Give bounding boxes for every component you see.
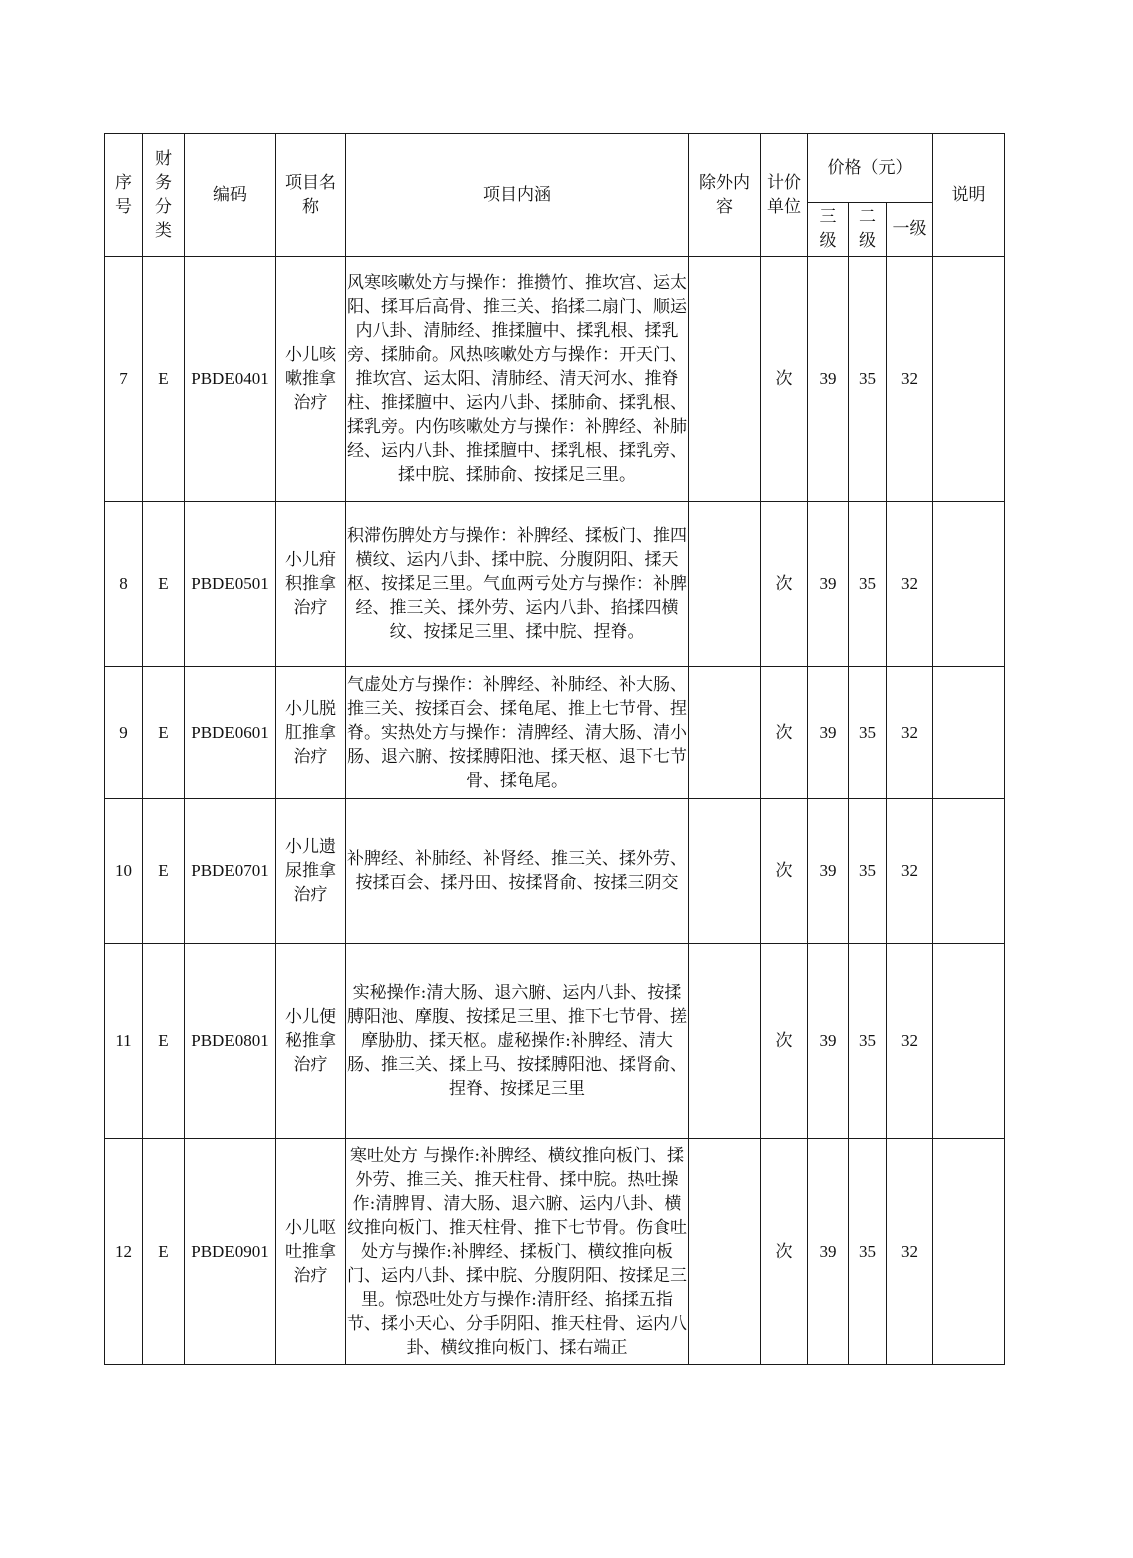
- cell-content: 风寒咳嗽处方与操作：推攒竹、推坎宫、运太阳、揉耳后高骨、推三关、掐揉二扇门、顺运内八卦、清肺经、推揉膻中、揉乳根、揉乳旁、揉肺俞。风热咳嗽处方与操作：开天门、推坎宫、运太阳、清肺经、清天河水、推脊柱、推揉膻中、运内八卦、揉肺俞、揉乳根、揉乳旁。内伤咳嗽处方与操作：补脾经、补肺经、运内八卦、推揉膻中、揉乳根、揉乳旁、揉中脘、揉肺俞、按揉足三里。: [346, 257, 689, 502]
- price-table: [104, 133, 1005, 1365]
- cell-name-text: 小儿咳嗽推拿治疗: [285, 345, 336, 413]
- cell-code: PBDE0801: [185, 944, 276, 1139]
- header-unit-label: 计价单位: [767, 173, 801, 217]
- header-level2-label: 二级: [859, 207, 876, 252]
- header-level3: [808, 202, 849, 256]
- cell-content: 寒吐处方 与操作:补脾经、横纹推向板门、揉外劳、推三关、推天柱骨、揉中脘。热吐操作:清脾胃、清大肠、退六腑、运内八卦、横纹推向板门、推天柱骨、推下七节骨。伤食吐处方与操作:补脾经、揉板门、横纹推向板门、运内八卦、揉中脘、分腹阴阳、按揉足三里。惊恐吐处方与操作:清肝经、掐揉五指节、揉小天心、分手阴阳、推天柱骨、运内八卦、横纹推向板门、揉右端正: [346, 1139, 689, 1365]
- cell-note: [933, 502, 1005, 667]
- header-note: [933, 134, 1005, 257]
- cell-note: [933, 257, 1005, 502]
- cell-content: 补脾经、补肺经、补肾经、推三关、揉外劳、按揉百会、揉丹田、按揉肾俞、按揉三阴交: [346, 799, 689, 944]
- cell-name: [276, 944, 346, 1139]
- header-code: [185, 134, 276, 257]
- header-unit: [761, 134, 808, 257]
- header-name: [276, 134, 346, 257]
- header-price-label: 价格（元）: [827, 157, 913, 178]
- cell-price-level1: 32: [887, 502, 933, 667]
- cell-seq: 9: [105, 667, 143, 799]
- header-note-label: 说明: [951, 185, 986, 205]
- cell-unit: 次: [761, 1139, 808, 1365]
- cell-unit: 次: [761, 502, 808, 667]
- cell-unit: 次: [761, 257, 808, 502]
- header-content-label: 项目内涵: [483, 185, 551, 205]
- header-content: [346, 134, 689, 257]
- cell-price-level1: 32: [887, 1139, 933, 1365]
- table-row: [105, 944, 1005, 1139]
- cell-fin: E: [143, 799, 185, 944]
- cell-name: [276, 257, 346, 502]
- cell-seq: 8: [105, 502, 143, 667]
- cell-fin: E: [143, 257, 185, 502]
- cell-price-level2: 35: [849, 257, 887, 502]
- cell-note: [933, 799, 1005, 944]
- header-level1: [887, 202, 933, 256]
- cell-code: PBDE0501: [185, 502, 276, 667]
- cell-code: PBDE0901: [185, 1139, 276, 1365]
- header-seq-label: 序号: [115, 173, 132, 217]
- header-fin-label: 财务分类: [155, 149, 172, 241]
- cell-except: [689, 799, 761, 944]
- header-except: [689, 134, 761, 257]
- cell-name: [276, 667, 346, 799]
- cell-except: [689, 257, 761, 502]
- header-level2: [849, 202, 887, 256]
- cell-name: [276, 799, 346, 944]
- header-except-label: 除外内容: [699, 173, 750, 217]
- table-row: [105, 667, 1005, 799]
- cell-note: [933, 1139, 1005, 1365]
- cell-fin: E: [143, 667, 185, 799]
- cell-code: PBDE0401: [185, 257, 276, 502]
- cell-name: [276, 502, 346, 667]
- cell-code: PBDE0701: [185, 799, 276, 944]
- cell-seq: 10: [105, 799, 143, 944]
- header-code-label: 编码: [213, 185, 247, 205]
- cell-content: 气虚处方与操作：补脾经、补肺经、补大肠、推三关、按揉百会、揉龟尾、推上七节骨、捏脊。实热处方与操作：清脾经、清大肠、清小肠、退六腑、按揉膊阳池、揉天枢、退下七节骨、揉龟尾。: [346, 667, 689, 799]
- table-row: [105, 257, 1005, 502]
- cell-price-level2: 35: [849, 799, 887, 944]
- cell-note: [933, 667, 1005, 799]
- cell-price-level3: 39: [808, 502, 849, 667]
- header-seq: [105, 134, 143, 257]
- cell-price-level1: 32: [887, 944, 933, 1139]
- cell-name-text: 小儿遗尿推拿治疗: [285, 837, 336, 905]
- header-level3-label: 三级: [819, 207, 837, 252]
- cell-name-text: 小儿便秘推拿治疗: [285, 1007, 336, 1075]
- table-row: [105, 1139, 1005, 1365]
- cell-price-level2: 35: [849, 944, 887, 1139]
- table-row: [105, 502, 1005, 667]
- cell-except: [689, 502, 761, 667]
- cell-note: [933, 944, 1005, 1139]
- header-price: [808, 134, 933, 203]
- cell-name-text: 小儿疳积推拿治疗: [285, 550, 336, 618]
- cell-content: 积滞伤脾处方与操作：补脾经、揉板门、推四横纹、运内八卦、揉中脘、分腹阴阳、揉天枢、按揉足三里。气血两亏处方与操作：补脾经、推三关、揉外劳、运内八卦、掐揉四横纹、按揉足三里、揉中脘、捏脊。: [346, 502, 689, 667]
- header-fin: [143, 134, 185, 257]
- cell-fin: E: [143, 502, 185, 667]
- cell-price-level1: 32: [887, 667, 933, 799]
- header-level1-label: 一级: [892, 219, 927, 240]
- cell-except: [689, 667, 761, 799]
- cell-price-level3: 39: [808, 1139, 849, 1365]
- cell-seq: 7: [105, 257, 143, 502]
- cell-price-level2: 35: [849, 502, 887, 667]
- cell-fin: E: [143, 1139, 185, 1365]
- table-row: [105, 799, 1005, 944]
- cell-unit: 次: [761, 667, 808, 799]
- header-name-label: 项目名称: [285, 173, 336, 217]
- cell-except: [689, 1139, 761, 1365]
- cell-price-level3: 39: [808, 257, 849, 502]
- cell-name: [276, 1139, 346, 1365]
- cell-seq: 12: [105, 1139, 143, 1365]
- cell-price-level3: 39: [808, 944, 849, 1139]
- cell-price-level3: 39: [808, 667, 849, 799]
- cell-name-text: 小儿呕吐推拿治疗: [285, 1217, 336, 1286]
- cell-price-level3: 39: [808, 799, 849, 944]
- cell-content: 实秘操作:清大肠、退六腑、运内八卦、按揉膊阳池、摩腹、按揉足三里、推下七节骨、搓摩胁肋、揉天枢。虚秘操作:补脾经、清大肠、推三关、揉上马、按揉膊阳池、揉肾俞、捏脊、按揉足三里: [346, 944, 689, 1139]
- cell-name-text: 小儿脱肛推拿治疗: [285, 698, 336, 767]
- cell-price-level2: 35: [849, 667, 887, 799]
- cell-unit: 次: [761, 799, 808, 944]
- cell-seq: 11: [105, 944, 143, 1139]
- cell-price-level1: 32: [887, 257, 933, 502]
- cell-code: PBDE0601: [185, 667, 276, 799]
- cell-unit: 次: [761, 944, 808, 1139]
- cell-fin: E: [143, 944, 185, 1139]
- cell-price-level2: 35: [849, 1139, 887, 1365]
- cell-except: [689, 944, 761, 1139]
- cell-price-level1: 32: [887, 799, 933, 944]
